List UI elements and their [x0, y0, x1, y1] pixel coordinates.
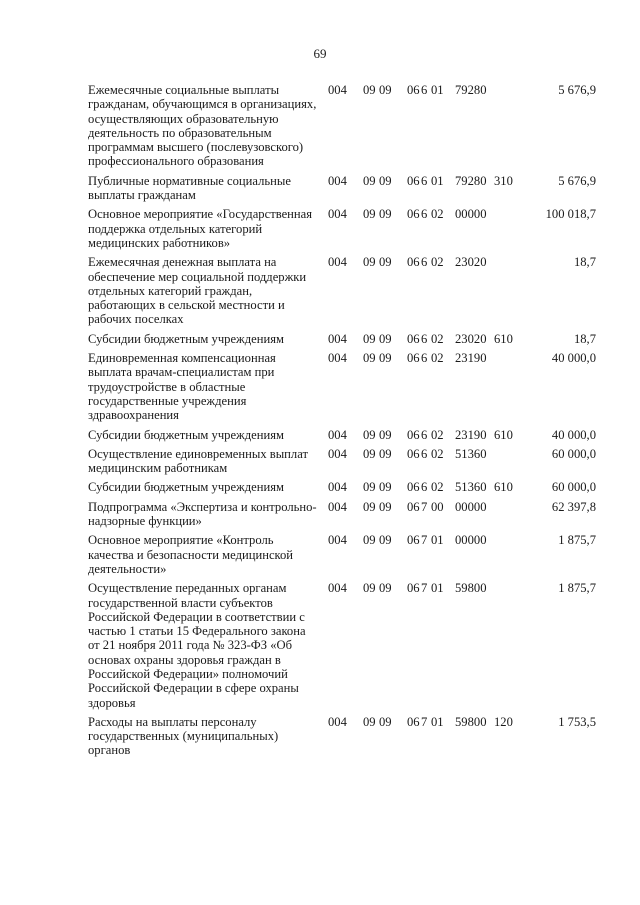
table-row [0, 480, 640, 494]
code-direction: 00000 [455, 499, 487, 514]
code-subprogram: 6 [421, 480, 428, 495]
row-name: Осуществление переданных органам государственной власти субъектов Российской Федерации в соответствии с частью 1 статьи 15 Федерального закона от 21 ноября 2011 года № 323-ФЗ «Об основах охраны здоровья граждан в Российской Федерации» полномочий Российской Федерации в сфере охраны здоровья [88, 581, 306, 710]
code-direction: 00000 [455, 533, 487, 548]
row-sum: 60 000,0 [551, 480, 596, 495]
code-direction: 79280 [455, 83, 487, 97]
code-subprogram: 7 [421, 581, 428, 596]
row-name: Публичные нормативные социальные выплаты гражданам [88, 173, 291, 203]
code-subprogram: 6 [421, 331, 428, 346]
code-measure: 02 [431, 427, 444, 442]
table-row [0, 581, 640, 710]
code-direction: 23190 [455, 351, 487, 366]
code-rz: 09 [363, 331, 376, 346]
row-name: Субсидии бюджетным учреждениям [88, 427, 284, 442]
row-sum: 1 875,7 [558, 581, 596, 596]
code-pr: 09 [379, 331, 392, 346]
code-ved: 004 [328, 499, 347, 514]
row-sum: 60 000,0 [551, 446, 596, 461]
code-direction: 59800 [455, 714, 487, 729]
code-ved: 004 [328, 255, 347, 270]
code-direction: 51360 [455, 480, 487, 495]
row-name: Расходы на выплаты персоналу государственных (муниципальных) органов [88, 714, 279, 758]
row-sum: 18,7 [573, 331, 596, 346]
code-rz: 09 [363, 427, 376, 442]
table-row [0, 351, 640, 422]
code-rz: 09 [363, 480, 376, 495]
code-rz: 09 [363, 351, 376, 366]
code-program: 06 [407, 427, 420, 442]
table-row [0, 447, 640, 476]
page-number: 69 [313, 46, 327, 61]
code-program: 06 [407, 581, 420, 596]
code-subprogram: 6 [421, 446, 428, 461]
code-program: 06 [407, 480, 420, 495]
code-ved: 004 [328, 207, 347, 222]
code-pr: 09 [379, 173, 392, 188]
code-direction: 51360 [455, 446, 487, 461]
table-row [0, 83, 640, 169]
code-subprogram: 7 [421, 714, 428, 729]
code-pr: 09 [379, 446, 392, 461]
code-program: 06 [407, 714, 420, 729]
code-program: 06 [407, 533, 420, 548]
code-rz: 09 [363, 714, 376, 729]
code-ved: 004 [328, 533, 347, 548]
code-direction: 23020 [455, 255, 487, 270]
code-subprogram: 6 [421, 83, 428, 97]
code-rz: 09 [363, 499, 376, 514]
code-program: 06 [407, 255, 420, 270]
code-subprogram: 6 [421, 255, 428, 270]
code-measure: 02 [431, 255, 444, 270]
code-pr: 09 [379, 83, 392, 97]
code-vr: 610 [494, 331, 513, 346]
code-vr: 120 [494, 714, 513, 729]
row-name: Подпрограмма «Экспертиза и контрольно-надзорные функции» [88, 499, 317, 529]
code-program: 06 [407, 446, 420, 461]
code-ved: 004 [328, 480, 347, 495]
table-row [0, 428, 640, 442]
code-rz: 09 [363, 446, 376, 461]
row-name: Субсидии бюджетным учреждениям [88, 480, 284, 495]
table-row [0, 174, 640, 203]
row-sum: 5 676,9 [558, 173, 596, 188]
row-name: Основное мероприятие «Государственная поддержка отдельных категорий медицинских работников» [88, 207, 313, 250]
code-subprogram: 7 [421, 533, 428, 548]
code-measure: 01 [431, 173, 444, 188]
code-program: 06 [407, 351, 420, 366]
code-ved: 004 [328, 351, 347, 366]
row-sum: 62 397,8 [551, 499, 596, 514]
row-name: Ежемесячные социальные выплаты гражданам, обучающимся в организациях, осуществляющих образовательную деятельность по образовательным программам высшего (послевузовского) профессионального образования [88, 83, 317, 169]
code-measure: 02 [431, 331, 444, 346]
code-measure: 00 [431, 499, 444, 514]
row-sum: 1 753,5 [558, 714, 596, 729]
code-direction: 23020 [455, 331, 487, 346]
code-ved: 004 [328, 714, 347, 729]
code-program: 06 [407, 499, 420, 514]
code-vr: 610 [494, 480, 513, 495]
code-measure: 01 [431, 83, 444, 97]
code-measure: 01 [431, 714, 444, 729]
row-name: Субсидии бюджетным учреждениям [88, 331, 284, 346]
code-pr: 09 [379, 255, 392, 270]
code-pr: 09 [379, 427, 392, 442]
code-rz: 09 [363, 533, 376, 548]
code-pr: 09 [379, 581, 392, 596]
code-rz: 09 [363, 581, 376, 596]
code-pr: 09 [379, 499, 392, 514]
code-ved: 004 [328, 446, 347, 461]
code-measure: 02 [431, 351, 444, 366]
code-rz: 09 [363, 207, 376, 222]
code-pr: 09 [379, 351, 392, 366]
row-sum: 100 018,7 [545, 207, 596, 222]
row-sum: 1 875,7 [558, 533, 596, 548]
code-subprogram: 7 [421, 499, 428, 514]
code-ved: 004 [328, 427, 347, 442]
row-sum: 40 000,0 [551, 427, 596, 442]
code-measure: 01 [431, 581, 444, 596]
code-direction: 59800 [455, 581, 487, 596]
code-pr: 09 [379, 714, 392, 729]
code-subprogram: 6 [421, 427, 428, 442]
row-name: Единовременная компенсационная выплата врачам-специалистам при трудоустройстве в областные государственные учреждения здравоохранения [88, 351, 276, 423]
budget-table [0, 83, 640, 763]
table-row [0, 207, 640, 250]
row-name: Осуществление единовременных выплат медицинским работникам [88, 446, 308, 476]
code-ved: 004 [328, 331, 347, 346]
code-measure: 02 [431, 446, 444, 461]
table-row [0, 533, 640, 576]
code-vr: 310 [494, 173, 513, 188]
code-vr: 610 [494, 427, 513, 442]
code-rz: 09 [363, 173, 376, 188]
table-row [0, 715, 640, 758]
row-name: Ежемесячная денежная выплата на обеспечение мер социальной поддержки отдельных категорий граждан, работающих в сельской местности и рабочих поселках [88, 255, 307, 327]
row-name: Основное мероприятие «Контроль качества и безопасности медицинской деятельности» [88, 533, 294, 576]
code-rz: 09 [363, 255, 376, 270]
code-measure: 02 [431, 480, 444, 495]
code-ved: 004 [328, 83, 347, 97]
code-pr: 09 [379, 533, 392, 548]
table-row [0, 255, 640, 326]
code-subprogram: 6 [421, 173, 428, 188]
code-program: 06 [407, 331, 420, 346]
code-direction: 00000 [455, 207, 487, 222]
row-sum: 40 000,0 [551, 351, 596, 366]
code-direction: 79280 [455, 173, 487, 188]
code-subprogram: 6 [421, 351, 428, 366]
row-sum: 5 676,9 [558, 83, 596, 97]
code-measure: 02 [431, 207, 444, 222]
table-row [0, 332, 640, 346]
code-program: 06 [407, 83, 420, 97]
code-direction: 23190 [455, 427, 487, 442]
code-program: 06 [407, 173, 420, 188]
code-pr: 09 [379, 207, 392, 222]
table-row [0, 500, 640, 529]
code-measure: 01 [431, 533, 444, 548]
row-sum: 18,7 [573, 255, 596, 270]
code-program: 06 [407, 207, 420, 222]
code-rz: 09 [363, 83, 376, 97]
code-pr: 09 [379, 480, 392, 495]
code-ved: 004 [328, 581, 347, 596]
code-subprogram: 6 [421, 207, 428, 222]
code-ved: 004 [328, 173, 347, 188]
